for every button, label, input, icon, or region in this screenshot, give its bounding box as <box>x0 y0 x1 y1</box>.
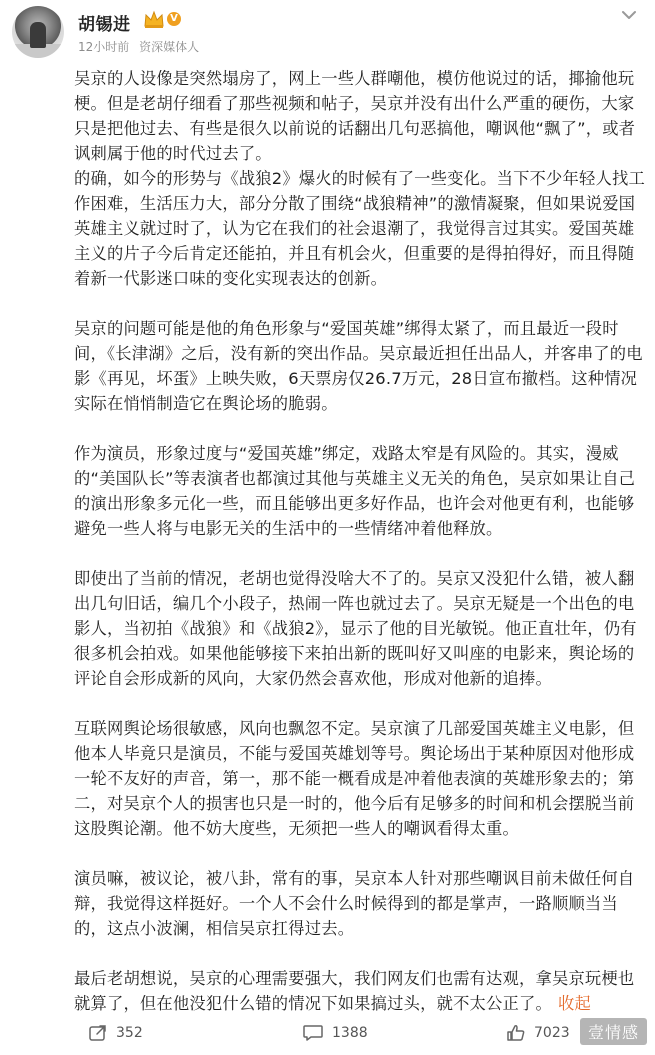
repost-count: 352 <box>116 1025 143 1041</box>
repost-button[interactable] <box>88 1024 143 1042</box>
paragraph-8 <box>74 966 646 1016</box>
watermark: 壹情感 <box>580 1018 647 1045</box>
collapse-link[interactable]: 收起 <box>557 994 591 1013</box>
avatar-figure <box>30 22 46 48</box>
like-button[interactable] <box>506 1024 570 1042</box>
paragraph-2: 的确，如今的形势与《战狼2》爆火的时候有了一些变化。当下不少年轻人找工作困难，生活压力大，部分分散了围绕“战狼精神”的激情凝聚，但如果说爱国英雄主义就过时了，认为它在我们的社会退潮了，我觉得言过其实。爱国英雄主义的片子今后肯定还能拍，并且有机会火，但重要的是得拍得好，而且得随着新一代影迷口味的变化实现表达的创新。 <box>74 169 645 288</box>
chevron-down-icon[interactable] <box>620 8 638 22</box>
like-count: 7023 <box>534 1025 570 1041</box>
verified-badge-icon: V <box>167 12 181 26</box>
paragraph-7: 演员嘛，被议论，被八卦，常有的事，吴京本人针对那些嘲讽目前未做任何自辩，我觉得这样挺好。一个人不会什么时候得到的都是掌声，一路顺顺当当的，这点小波澜，相信吴京扛得过去。 <box>74 869 635 938</box>
author-role: 资深媒体人 <box>139 40 200 54</box>
paragraph-1: 吴京的人设像是突然塌房了，网上一些人群嘲他，模仿他说过的话，揶揄他玩梗。但是老胡仔细看了那些视频和帖子，吴京并没有出什么严重的硬伤，大家只是把他过去、有些是很久以前说的话翻出几句恶搞他，嘲讽他“飘了”，或者讽刺属于他的时代过去了。 <box>74 69 636 163</box>
comment-count: 1388 <box>332 1025 368 1041</box>
action-bar <box>0 1016 655 1055</box>
author-name[interactable]: 胡锡进 <box>78 15 131 35</box>
paragraph-8-text: 最后老胡想说，吴京的心理需要强大，我们网友们也需有达观，拿吴京玩梗也就算了，但在他没犯什么错的情况下如果搞过头，就不太公正了。 <box>74 969 635 1013</box>
paragraph-5: 即使出了当前的情况，老胡也觉得没啥大不了的。吴京又没犯什么错，被人翻出几句旧话，编几个小段子，热闹一阵也就过去了。吴京无疑是一个出色的电影人，当初拍《战狼》和《战狼2》，显示了他的目光敏锐。他正直壮年，仍有很多机会拍戏。如果他能够接下来拍出新的既叫好又叫座的电影来，舆论场的评论自会形成新的风向，大家仍然会喜欢他，形成对他新的追捧。 <box>74 569 637 688</box>
repost-icon <box>88 1024 108 1042</box>
comment-button[interactable] <box>302 1024 368 1042</box>
crown-icon <box>143 10 165 29</box>
post-body <box>74 66 646 1016</box>
paragraph-6: 互联网舆论场很敏感，风向也飘忽不定。吴京演了几部爱国英雄主义电影，但他本人毕竟只是演员，不能与爱国英雄划等号。舆论场出于某种原因对他形成一轮不友好的声音，第一，那不能一概看成是冲着他表演的英雄形象去的；第二，对吴京个人的损害也只是一时的，他今后有足够多的时间和机会摆脱当前这股舆论潮。他不妨大度些，无须把一些人的嘲讽看得太重。 <box>74 719 635 838</box>
post-meta <box>78 38 199 55</box>
comment-icon <box>302 1024 324 1042</box>
paragraph-3: 吴京的问题可能是他的角色形象与“爱国英雄”绑得太紧了，而且最近一段时间，《长津湖》之后，没有新的突出作品。吴京最近担任出品人，并客串了的电影《再见，坏蛋》上映失败，6天票房仅26.7万元，28日宣布撤档。这种情况实际在悄悄制造它在舆论场的脆弱。 <box>74 319 643 413</box>
post-time: 12小时前 <box>78 40 130 54</box>
like-icon <box>506 1024 526 1042</box>
avatar[interactable] <box>12 6 64 58</box>
post-header <box>0 0 655 62</box>
paragraph-4: 作为演员，形象过度与“爱国英雄”绑定，戏路太窄是有风险的。其实，漫威的“美国队长”等表演者也都演过其他与英雄主义无关的角色，吴京如果让自己的演出形象多元化一些，而且能够出更多好作品，也许会对他更有利，也能够避免一些人将与电影无关的生活中的一些情绪冲着他释放。 <box>74 444 636 538</box>
